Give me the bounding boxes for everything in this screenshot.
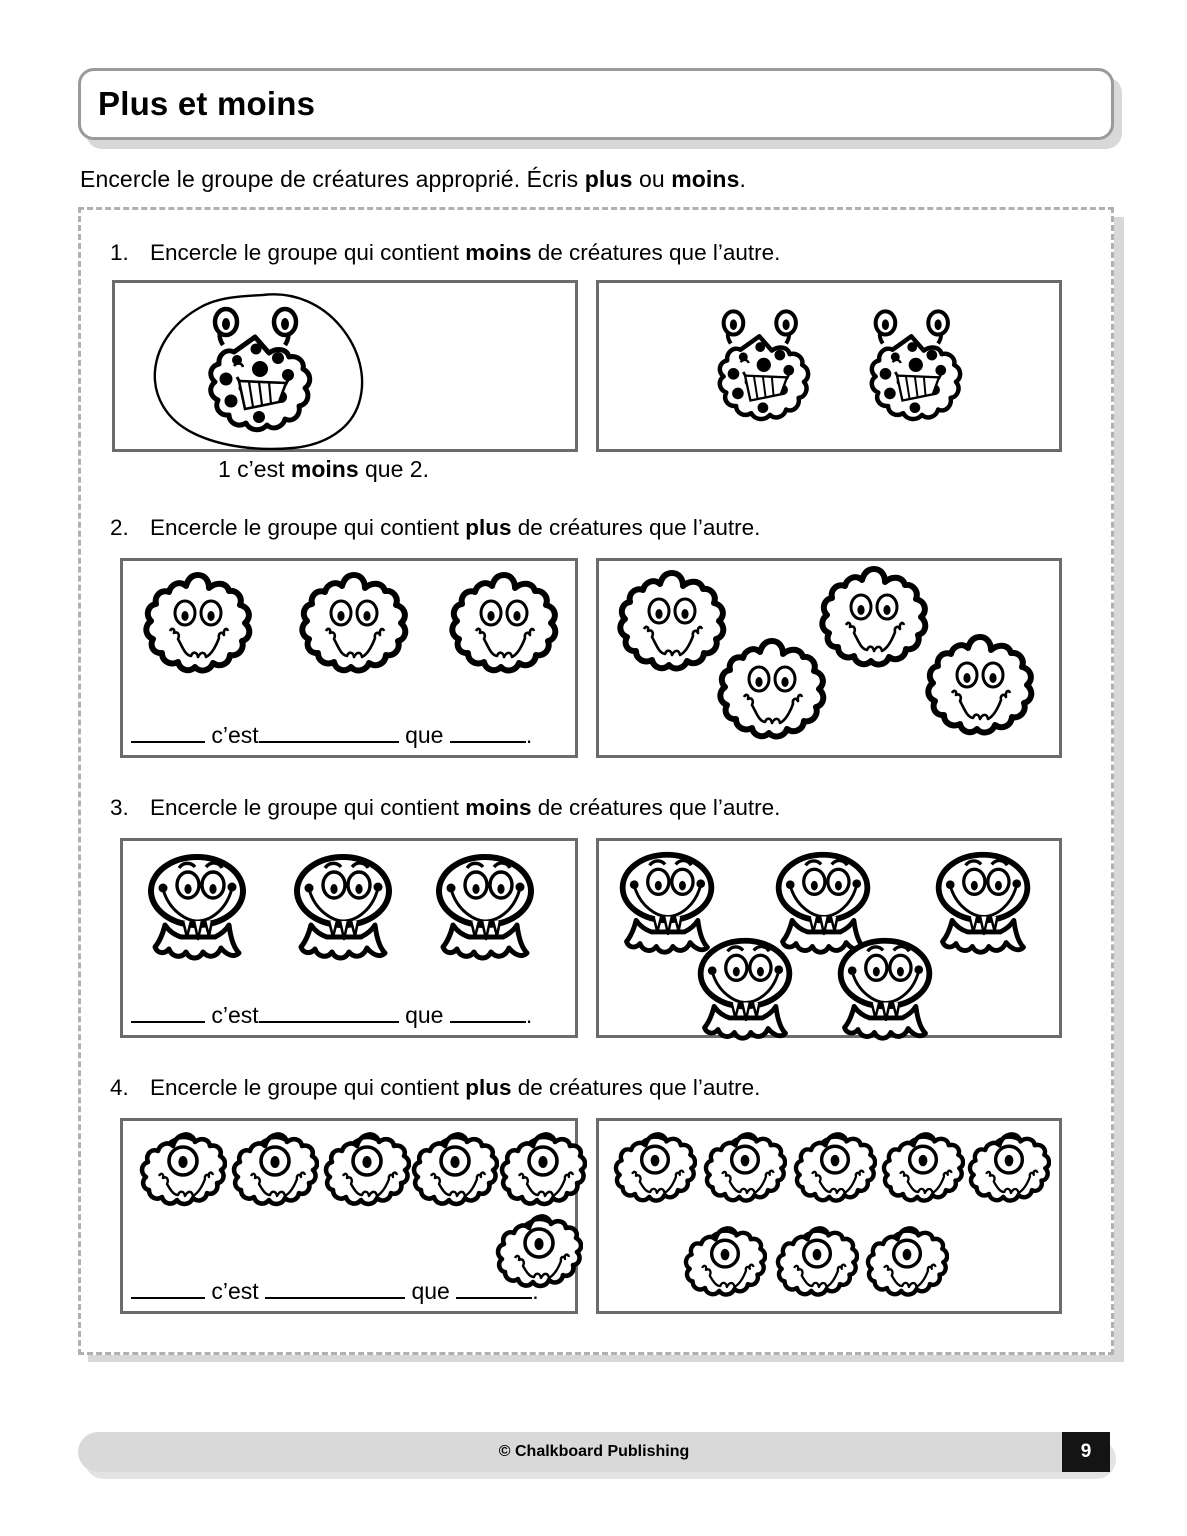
creature-oval-fanged <box>691 933 799 1045</box>
answer-cest: c’est <box>211 1002 259 1028</box>
question-2-left-group[interactable] <box>120 558 578 758</box>
creature-spotted-grinning <box>856 303 972 433</box>
question-2-keyword: plus <box>465 515 512 540</box>
answer-period: . <box>525 1002 533 1028</box>
creature-fluffy-cyclops <box>793 1131 877 1213</box>
question-1-left-group[interactable] <box>112 280 578 452</box>
footer-copyright: © Chalkboard Publishing <box>498 1443 690 1460</box>
question-3-text-suffix: de créatures que l’autre. <box>531 795 781 820</box>
creature-bumpy-star <box>139 569 257 687</box>
question-2-text-prefix: Encercle le groupe qui contient <box>150 515 466 540</box>
creature-bumpy-star <box>815 563 933 681</box>
page-number-badge: 9 <box>1062 1432 1110 1472</box>
creature-oval-fanged <box>141 849 253 965</box>
creature-spotted-grinning <box>193 305 323 440</box>
footer-bar <box>78 1432 1110 1472</box>
question-2-answer-line[interactable] <box>131 722 532 749</box>
answer-cest: c’est <box>230 456 291 482</box>
creature-fluffy-cyclops <box>613 1131 697 1213</box>
question-4-answer-line[interactable] <box>131 1278 539 1305</box>
instruction-mid: ou <box>632 166 672 192</box>
question-3-prompt <box>110 795 780 821</box>
question-1-text-suffix: de créatures que l’autre. <box>531 240 781 265</box>
instruction-suffix: . <box>739 166 746 192</box>
page-title: Plus et moins <box>98 85 316 122</box>
question-3-left-group[interactable] <box>120 838 578 1038</box>
answer-word: moins <box>290 456 359 482</box>
answer-cest: c’est <box>211 722 259 748</box>
question-3-answer-line[interactable] <box>131 1002 532 1029</box>
answer-blank-1[interactable] <box>131 1297 205 1299</box>
creature-fluffy-cyclops <box>231 1131 319 1217</box>
creature-fluffy-cyclops <box>865 1225 949 1307</box>
question-1-keyword: moins <box>465 240 532 265</box>
creature-bumpy-star <box>921 631 1039 749</box>
answer-que: que <box>411 1278 450 1304</box>
creature-fluffy-cyclops <box>703 1131 787 1213</box>
question-1-prompt <box>110 240 780 266</box>
question-1-answer-sentence <box>218 456 429 483</box>
answer-blank-3[interactable] <box>450 1021 526 1023</box>
question-4-prompt <box>110 1075 760 1101</box>
question-4-text-prefix: Encercle le groupe qui contient <box>150 1075 466 1100</box>
instruction-bold-moins: moins <box>671 166 740 192</box>
question-3-keyword: moins <box>465 795 532 820</box>
creature-oval-fanged <box>287 849 399 965</box>
question-4-number: 4. <box>110 1075 129 1100</box>
instruction-bold-plus: plus <box>584 166 633 192</box>
question-2-text-suffix: de créatures que l’autre. <box>511 515 761 540</box>
question-1-right-group[interactable] <box>596 280 1062 452</box>
creature-fluffy-cyclops <box>775 1225 859 1307</box>
answer-blank-1[interactable] <box>131 741 205 743</box>
answer-blank-1[interactable] <box>131 1021 205 1023</box>
question-4-left-group[interactable] <box>120 1118 578 1314</box>
question-4-keyword: plus <box>465 1075 512 1100</box>
creature-oval-fanged <box>929 847 1037 959</box>
question-4-right-group[interactable] <box>596 1118 1062 1314</box>
answer-second-number: 2 <box>409 456 423 482</box>
question-2-number: 2. <box>110 515 129 540</box>
creature-bumpy-star <box>713 635 831 753</box>
question-1-text-prefix: Encercle le groupe qui contient <box>150 240 466 265</box>
question-3-right-group[interactable] <box>596 838 1062 1038</box>
creature-spotted-grinning <box>704 303 820 433</box>
instruction-prefix: Encercle le groupe de créatures approprié. Écris <box>80 166 585 192</box>
answer-que: que <box>358 456 410 482</box>
creature-fluffy-cyclops <box>683 1225 767 1307</box>
worksheet-instruction <box>80 166 746 193</box>
answer-blank-2[interactable] <box>259 741 399 743</box>
answer-period: . <box>525 722 533 748</box>
answer-que: que <box>405 1002 444 1028</box>
answer-blank-2[interactable] <box>265 1297 405 1299</box>
creature-fluffy-cyclops <box>323 1131 411 1217</box>
creature-fluffy-cyclops <box>967 1131 1051 1213</box>
question-3-number: 3. <box>110 795 129 820</box>
creature-oval-fanged <box>831 933 939 1045</box>
question-2-prompt <box>110 515 760 541</box>
question-3-text-prefix: Encercle le groupe qui contient <box>150 795 466 820</box>
creature-fluffy-cyclops <box>411 1131 499 1217</box>
answer-blank-3[interactable] <box>456 1297 532 1299</box>
answer-blank-2[interactable] <box>259 1021 399 1023</box>
title-banner <box>78 68 1114 140</box>
creature-bumpy-star <box>295 569 413 687</box>
question-2-right-group[interactable] <box>596 558 1062 758</box>
creature-fluffy-cyclops <box>139 1131 227 1217</box>
creature-bumpy-star <box>445 569 563 687</box>
question-1-number: 1. <box>110 240 129 265</box>
answer-que: que <box>405 722 444 748</box>
creature-oval-fanged <box>429 849 541 965</box>
answer-first-number: 1 <box>218 456 231 482</box>
creature-fluffy-cyclops <box>499 1131 587 1217</box>
creature-fluffy-cyclops <box>881 1131 965 1213</box>
answer-period: . <box>422 456 429 482</box>
region-shadow-right <box>1114 217 1124 1362</box>
answer-period: . <box>532 1278 539 1304</box>
answer-blank-3[interactable] <box>450 741 526 743</box>
question-4-text-suffix: de créatures que l’autre. <box>511 1075 761 1100</box>
answer-cest: c’est <box>211 1278 259 1304</box>
